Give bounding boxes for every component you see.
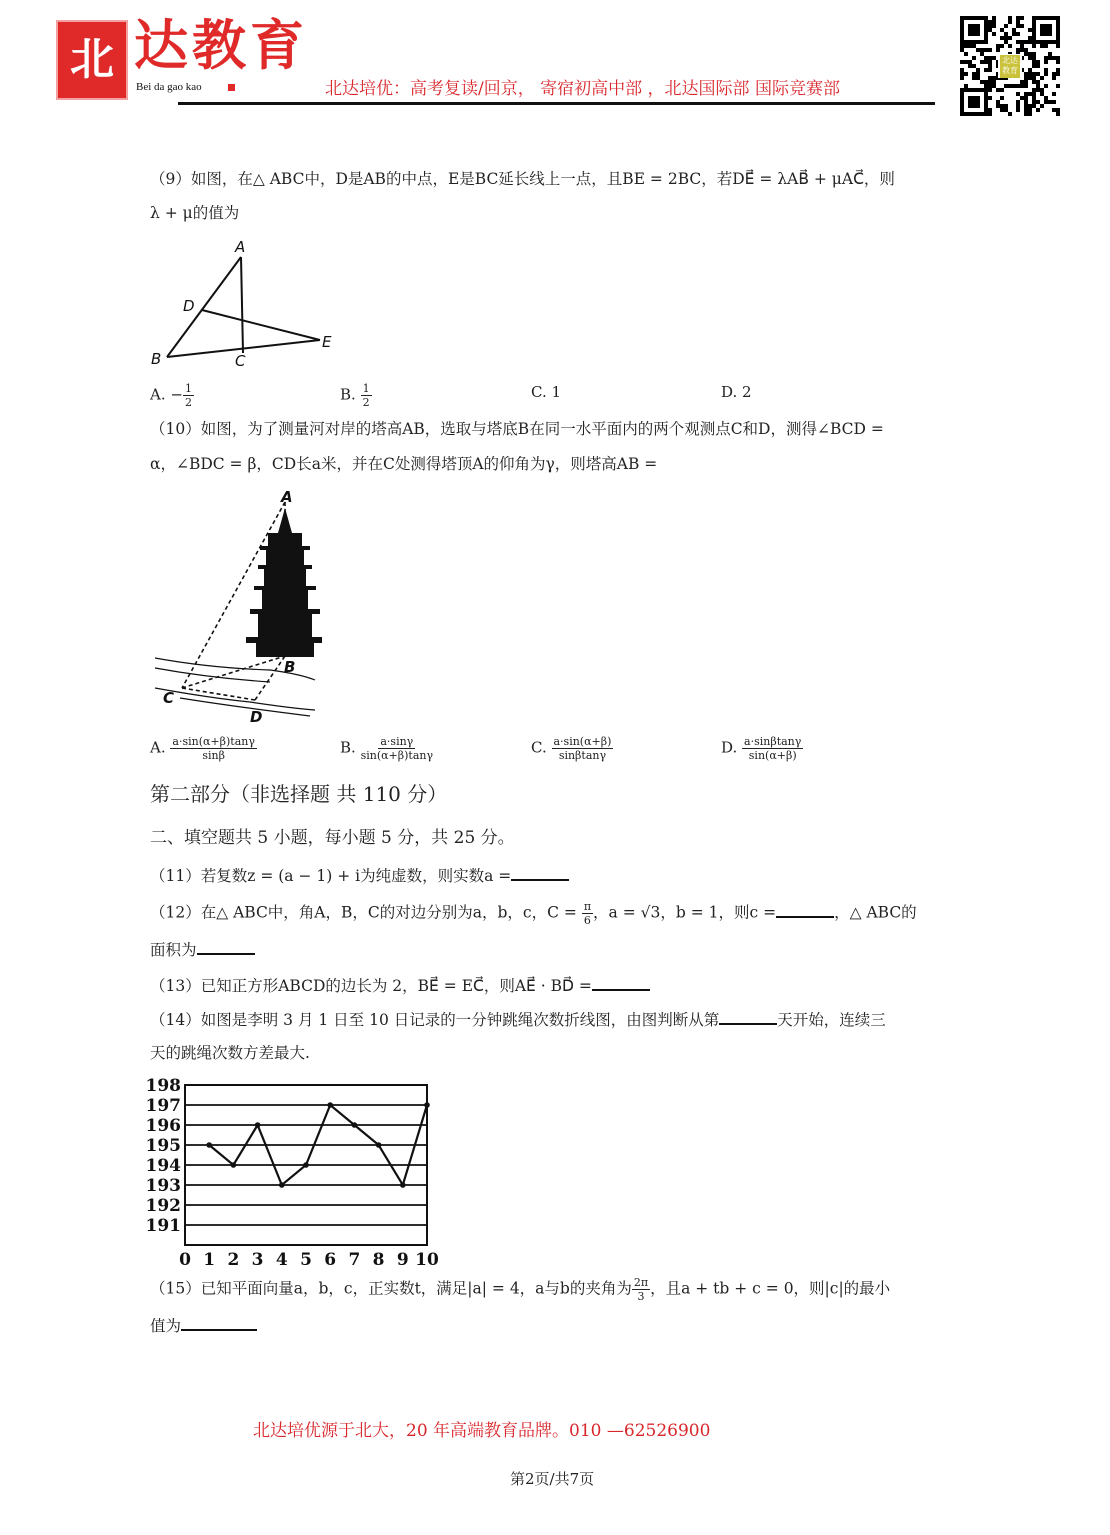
- q14-line2: 天的跳绳次数方差最大.: [150, 1044, 310, 1062]
- qr-center-label: 北达教育: [1000, 55, 1020, 78]
- answer-blank[interactable]: [197, 939, 255, 955]
- y-tick-label: 197: [145, 1096, 181, 1116]
- fig-label-a: A: [235, 238, 246, 256]
- q15-text: （15）已知平面向量a，b，c，正实数t，满足|a| = 4，a与b的夹角为: [150, 1279, 632, 1298]
- answer-blank[interactable]: [592, 975, 650, 991]
- q13: [150, 975, 650, 996]
- q9-line1: （9）如图，在△ ABC中，D是AB的中点，E是BC延长线上一点，且BE = 2BC，若DE⃗ = λAB⃗ + μAC⃗，则: [150, 170, 895, 188]
- frac-den: sin(α+β): [748, 749, 797, 763]
- x-tick-label: 9: [396, 1250, 409, 1270]
- logo-char: 北: [70, 34, 114, 85]
- q15-line2: [150, 1315, 257, 1336]
- q13-text: （13）已知正方形ABCD的边长为 2，BE⃗ = EC⃗，则AE⃗ · BD⃗ =: [150, 977, 592, 995]
- option-label: D.: [721, 383, 738, 401]
- fig-label-e: E: [322, 333, 332, 351]
- q12-text: ，△ ABC的: [834, 903, 917, 922]
- option-label: C.: [531, 383, 547, 401]
- page-number: 第2页/共7页: [510, 1470, 595, 1488]
- x-tick-label: 6: [324, 1250, 337, 1270]
- option-label: D.: [721, 738, 738, 757]
- q10-line2: α，∠BDC = β，CD长a米，并在C处测得塔顶A的仰角为γ，则塔高AB =: [150, 455, 658, 473]
- data-point: [400, 1182, 406, 1188]
- y-tick-label: 193: [145, 1176, 181, 1196]
- y-tick-label: 191: [145, 1216, 181, 1236]
- q9-option-d: [721, 383, 752, 403]
- x-tick-label: 7: [348, 1250, 361, 1270]
- option-label: B.: [340, 385, 356, 404]
- q9-option-a: [150, 382, 194, 409]
- logo-dot: [228, 84, 235, 91]
- q12-text: ，a = √3，b = 1，则c =: [593, 903, 777, 922]
- logo-subtitle: Bei da gao kao: [136, 81, 202, 93]
- header-tagline: 北达培优：高考复读/回京， 寄宿初高中部 ，北达国际部 国际竞赛部: [325, 79, 840, 99]
- y-tick-label: 194: [145, 1156, 181, 1176]
- fig-label-b: B: [151, 350, 162, 368]
- header-rule: [178, 102, 935, 105]
- fig-label-c: C: [235, 352, 246, 370]
- option-label: A.: [150, 738, 166, 757]
- q9-line2: λ + μ的值为: [150, 204, 240, 222]
- frac-den: sinβtanγ: [558, 749, 607, 763]
- frac-den: 3: [637, 1290, 645, 1304]
- frac-den: 2: [184, 396, 192, 410]
- q12-line1: [150, 900, 917, 927]
- fig-label-b: B: [284, 658, 296, 676]
- jump-rope-line-chart: [140, 1070, 440, 1270]
- y-tick-label: 195: [145, 1136, 181, 1156]
- data-point: [376, 1142, 382, 1148]
- footer-slogan: 北达培优源于北大，20 年高端教育品牌。010 —62526900: [253, 1421, 711, 1441]
- q15-text: 值为: [150, 1317, 182, 1335]
- q12-line2: [150, 939, 255, 960]
- q10-line1: （10）如图，为了测量河对岸的塔高AB，选取与塔底B在同一水平面内的两个观测点C和D，测得∠BCD =: [150, 420, 884, 438]
- fig-label-c: C: [163, 689, 175, 707]
- q10-option-a: [150, 735, 257, 762]
- q14-text: 天开始，连续三: [777, 1011, 886, 1029]
- section-title: 第二部分（非选择题 共 110 分）: [150, 782, 448, 806]
- q10-option-d: [721, 735, 803, 762]
- frac-den: 2: [362, 396, 370, 410]
- option-value: 2: [742, 383, 752, 401]
- answer-blank[interactable]: [511, 865, 569, 881]
- x-tick-label: 3: [251, 1250, 264, 1270]
- triangle-figure: [145, 235, 345, 370]
- frac-den: sin(α+β)tanγ: [360, 749, 434, 763]
- data-point: [231, 1162, 237, 1168]
- x-tick-label: 4: [275, 1250, 288, 1270]
- fig-label-d: D: [250, 708, 263, 726]
- pagoda-figure: [150, 488, 325, 728]
- q12-text: 面积为: [150, 941, 197, 959]
- data-point: [255, 1122, 261, 1128]
- option-sign: −: [170, 385, 183, 404]
- q12-text: （12）在△ ABC中，角A，B，C的对边分别为a，b，c，C =: [150, 903, 577, 922]
- y-tick-label: 198: [145, 1076, 181, 1096]
- logo-mark: [56, 20, 128, 100]
- fig-label-a: A: [281, 488, 293, 506]
- data-point: [352, 1122, 358, 1128]
- x-tick-label: 5: [300, 1250, 312, 1270]
- data-point: [303, 1162, 309, 1168]
- x-tick-label: 8: [372, 1250, 385, 1270]
- logo-name: 达教育: [134, 13, 308, 77]
- q9-option-b: [340, 382, 372, 409]
- frac-num: 1: [362, 382, 370, 395]
- y-tick-label: 192: [145, 1196, 181, 1216]
- option-label: C.: [531, 738, 547, 757]
- frac-num: a·sinβtanγ: [744, 735, 802, 748]
- answer-blank[interactable]: [776, 902, 834, 918]
- q10-option-c: [531, 735, 613, 762]
- q15-text: ，且a + tb + c = 0，则|c|的最小: [650, 1279, 891, 1298]
- data-point: [424, 1102, 430, 1108]
- answer-blank[interactable]: [719, 1009, 777, 1025]
- data-point: [206, 1142, 212, 1148]
- option-value: 1: [551, 383, 562, 401]
- frac-num: π: [583, 900, 592, 913]
- y-tick-label: 196: [145, 1116, 181, 1136]
- frac-den: 6: [583, 914, 591, 928]
- fig-label-d: D: [183, 297, 195, 315]
- q14-text: （14）如图是李明 3 月 1 日至 10 日记录的一分钟跳绳次数折线图，由图判断从第: [150, 1011, 720, 1029]
- q15-line1: [150, 1276, 890, 1303]
- data-point: [327, 1102, 333, 1108]
- q9-option-c: [531, 383, 561, 403]
- x-tick-label: 0: [179, 1250, 191, 1270]
- x-tick-label: 10: [415, 1250, 439, 1270]
- option-label: B.: [340, 738, 356, 757]
- frac-num: 1: [184, 382, 192, 395]
- x-tick-label: 1: [203, 1250, 216, 1270]
- q10-option-b: [340, 735, 433, 762]
- frac-den: sinβ: [202, 749, 225, 763]
- x-tick-label: 2: [227, 1250, 240, 1270]
- q11-text: （11）若复数z = (a − 1) + i为纯虚数，则实数a =: [150, 867, 512, 885]
- frac-num: a·sin(α+β)tanγ: [172, 735, 255, 748]
- data-point: [279, 1182, 285, 1188]
- section-subtitle: 二、填空题共 5 小题，每小题 5 分，共 25 分。: [150, 828, 515, 848]
- option-label: A.: [150, 385, 166, 404]
- frac-num: a·sin(α+β): [553, 735, 612, 748]
- answer-blank[interactable]: [181, 1315, 257, 1331]
- frac-num: a·sinγ: [380, 735, 414, 748]
- q11: [150, 865, 569, 886]
- frac-num: 2π: [633, 1276, 649, 1289]
- q14-line1: [150, 1009, 886, 1030]
